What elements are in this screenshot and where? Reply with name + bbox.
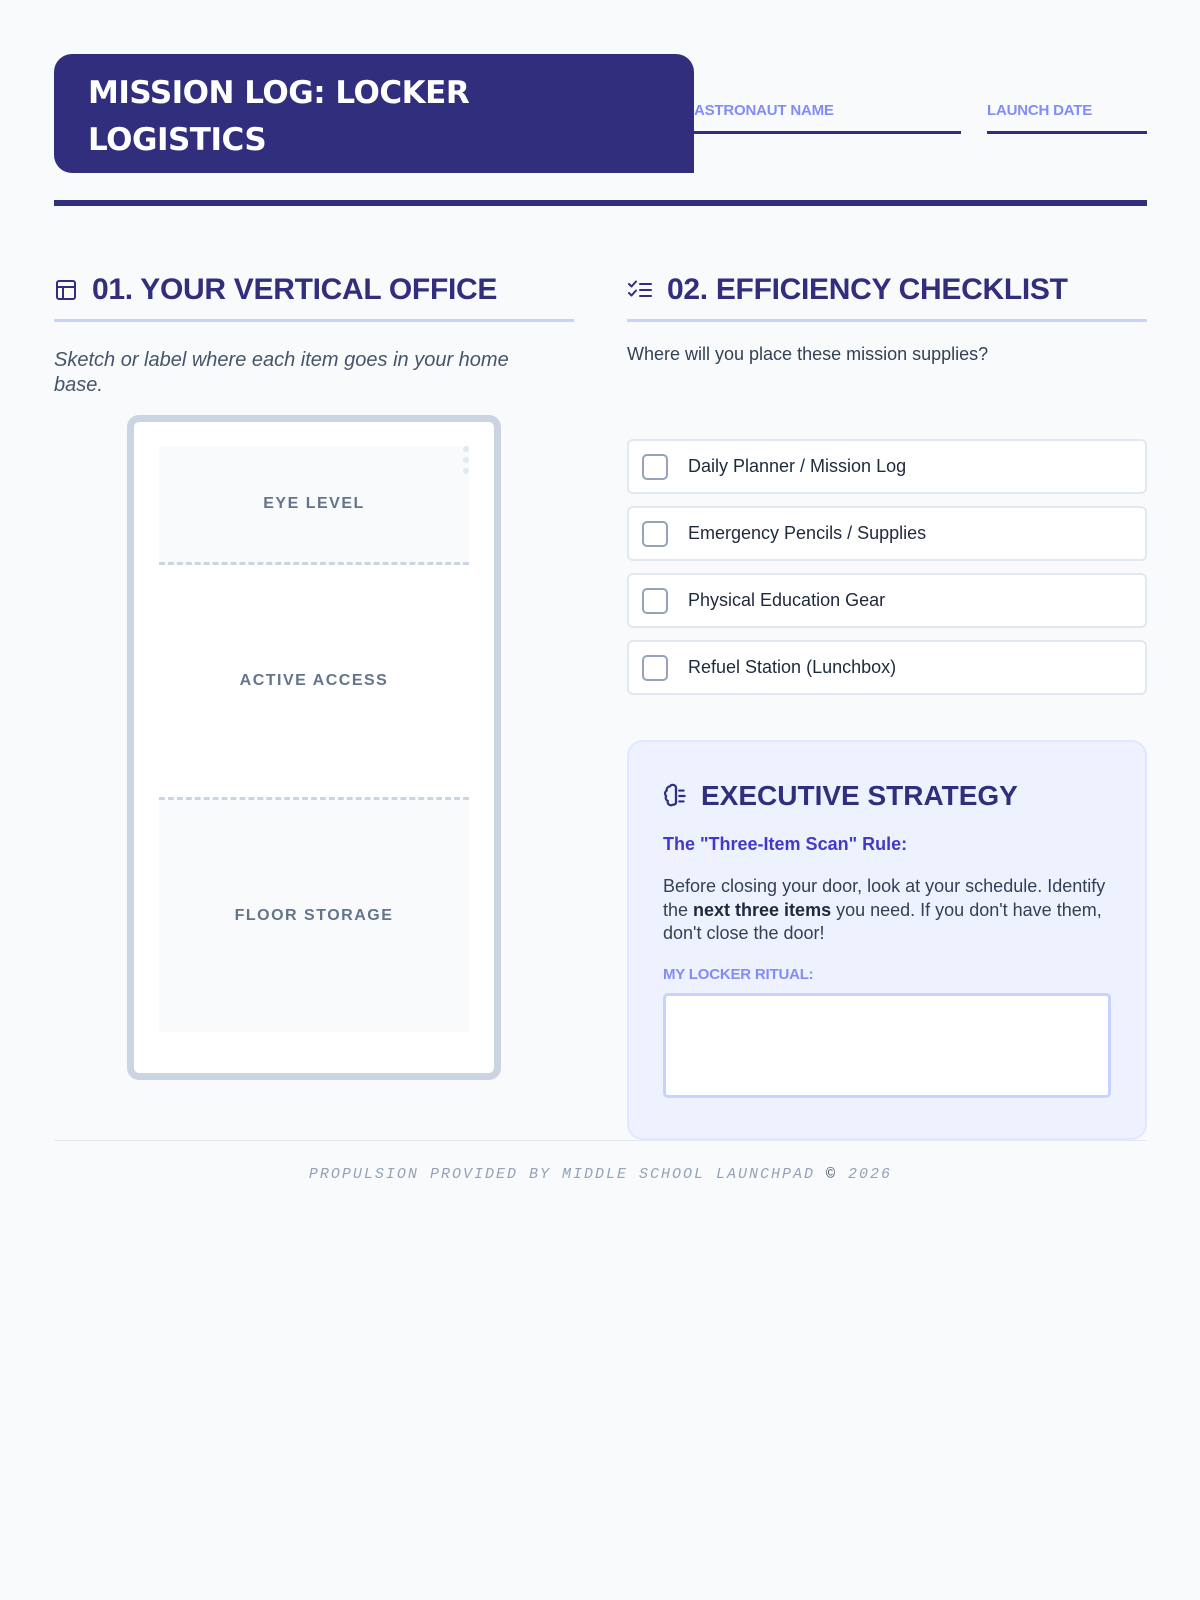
zone-label: ACTIVE ACCESS bbox=[239, 672, 389, 689]
page-title bbox=[88, 70, 660, 164]
checkbox[interactable] bbox=[642, 588, 668, 614]
checklist-item-label: Refuel Station (Lunchbox) bbox=[688, 657, 897, 677]
efficiency-checklist-section bbox=[627, 265, 1147, 983]
section-header-checklist bbox=[627, 265, 1147, 322]
checklist-item[interactable] bbox=[627, 439, 1147, 494]
checklist-item-label: Emergency Pencils / Supplies bbox=[688, 523, 927, 543]
worksheet-page bbox=[54, 54, 1147, 983]
astronaut-name-label: ASTRONAUT NAME bbox=[694, 102, 834, 119]
checklist-item[interactable] bbox=[627, 640, 1147, 695]
rule-text bbox=[663, 875, 1111, 946]
checklist-item[interactable] bbox=[627, 573, 1147, 628]
strategy-header bbox=[663, 776, 1111, 816]
executive-strategy-card bbox=[627, 740, 1147, 1140]
footer-year: 2026 bbox=[848, 1166, 893, 1183]
layout-icon bbox=[54, 278, 78, 302]
header-divider bbox=[54, 200, 1147, 206]
footer-text: PROPULSION PROVIDED BY MIDDLE SCHOOL LAUNCHPAD bbox=[308, 1166, 815, 1183]
page-title-line2: LOGISTICS bbox=[88, 122, 267, 158]
checklist-item[interactable] bbox=[627, 506, 1147, 561]
rule-text-start: Before closing your door, look at your schedule. Identify the bbox=[663, 876, 1106, 920]
copyright-symbol: © bbox=[826, 1166, 838, 1183]
checklist bbox=[627, 439, 1147, 707]
section-header-vertical-office bbox=[54, 265, 574, 322]
title-banner bbox=[54, 54, 694, 173]
ritual-label: MY LOCKER RITUAL: bbox=[663, 965, 814, 983]
brain-icon bbox=[663, 783, 689, 809]
section-title: 02. EFFICIENCY CHECKLIST bbox=[667, 273, 1068, 306]
rule-text-end: you need. If you don't have them, don't close the door! bbox=[663, 899, 1102, 943]
checkbox[interactable] bbox=[642, 454, 668, 480]
checkbox[interactable] bbox=[642, 521, 668, 547]
locker-ritual-input[interactable] bbox=[663, 993, 1111, 1098]
header bbox=[54, 54, 1147, 206]
zone-eye-level[interactable] bbox=[159, 446, 469, 565]
rule-title: The "Three-Item Scan" Rule: bbox=[663, 834, 908, 854]
section-instruction: Sketch or label where each item goes in your home base. bbox=[54, 349, 509, 396]
vertical-office-section bbox=[54, 265, 574, 924]
zone-active-access[interactable] bbox=[159, 565, 469, 800]
footer bbox=[54, 1166, 1147, 1183]
drag-handle-icon bbox=[463, 446, 469, 474]
checklist-item-label: Physical Education Gear bbox=[688, 590, 886, 610]
zone-label: FLOOR STORAGE bbox=[234, 907, 394, 924]
checklist-prompt: Where will you place these mission supplies? bbox=[627, 344, 989, 364]
zone-label: EYE LEVEL bbox=[263, 495, 365, 512]
checklist-item-label: Daily Planner / Mission Log bbox=[688, 456, 907, 476]
launch-date-label: LAUNCH DATE bbox=[987, 102, 1093, 119]
footer-divider bbox=[54, 1140, 1147, 1141]
checkbox[interactable] bbox=[642, 655, 668, 681]
rule-text-emphasis: next three items bbox=[693, 899, 832, 920]
locker-diagram bbox=[127, 415, 501, 1080]
launch-date-field[interactable] bbox=[987, 102, 1147, 134]
page-title-line1: MISSION LOG: LOCKER bbox=[88, 75, 470, 111]
section-title: 01. YOUR VERTICAL OFFICE bbox=[92, 273, 498, 306]
zone-floor-storage[interactable] bbox=[159, 800, 469, 1032]
astronaut-name-field[interactable] bbox=[694, 102, 961, 134]
checklist-icon bbox=[627, 278, 653, 302]
strategy-title: EXECUTIVE STRATEGY bbox=[701, 780, 1018, 811]
